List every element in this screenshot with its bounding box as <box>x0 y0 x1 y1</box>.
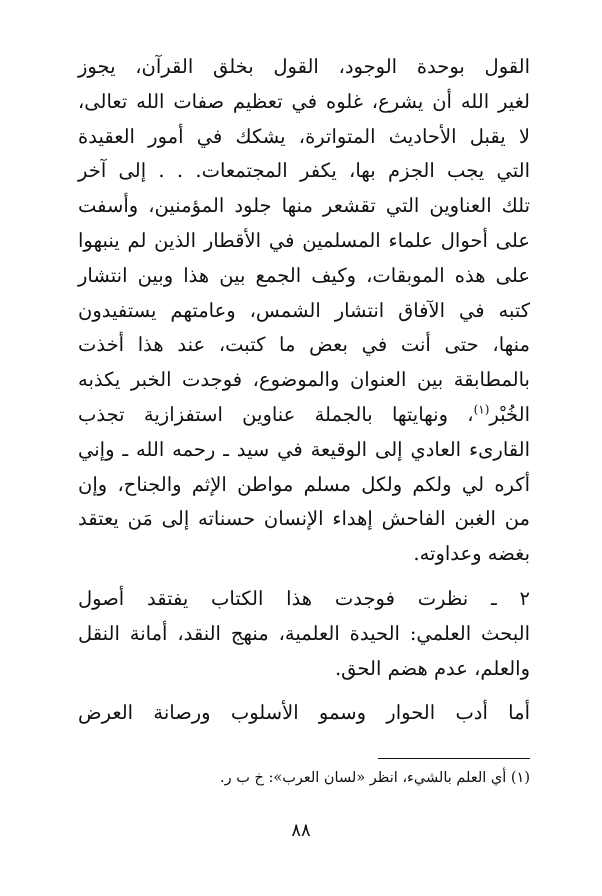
text-line-with-footnote <box>78 398 530 433</box>
text-line: بغضه وعداوته. <box>413 542 530 566</box>
text-line: منها، حتى أنت في بعض ما كتبت، عند هذا أخذت <box>78 333 530 357</box>
text-line: بالمطابقة بين العنوان والموضوع، فوجدت الخبر يكذبه <box>78 368 530 392</box>
text-line: كتبه في الآفاق انتشار الشمس، وعامتهم يستفيدون <box>78 298 530 322</box>
paragraph-2 <box>78 582 530 686</box>
text-line: من الغبن الفاحش إهداء الإنسان حسناته إلى مَن يعتقد <box>78 507 530 531</box>
text-line: لا يقبل الأحاديث المتواترة، يشكك في أمور العقيدة <box>78 124 530 148</box>
footnote-divider <box>378 758 530 759</box>
text-line: البحث العلمي: الحيدة العلمية، منهج النقد، أمانة النقل <box>78 621 530 645</box>
text-fragment: ، ونهايتها بالجملة عناوين استفزازية تجذب <box>78 402 474 426</box>
footnote: (١) أي العلم بالشيء، انظر «لسان العرب»: خ ب ر. <box>220 770 530 786</box>
paragraph-3 <box>78 696 530 731</box>
text-line: القول بوحدة الوجود، القول بخلق القرآن، يجوز <box>78 55 530 78</box>
text-fragment: الخُبْر <box>489 402 530 426</box>
text-line: التي يجب الجزم بها، يكفر المجتمعات. . . إلى آخر <box>78 159 530 183</box>
text-line: على أحوال علماء المسلمين في الأقطار الذين لم ينبهوا <box>78 228 530 252</box>
text-line: لغير الله أن يشرع، غلوه في تعظيم صفات الله تعالى، <box>78 89 530 113</box>
text-line: ٢ ـ نظرت فوجدت هذا الكتاب يفتقد أصول <box>78 586 530 610</box>
text-line: على هذه الموبقات، وكيف الجمع بين هذا وبين انتشار <box>78 263 530 287</box>
text-line: والعلم، عدم هضم الحق. <box>334 656 530 680</box>
paragraph-1 <box>78 50 530 572</box>
footnote-reference[interactable]: (١) <box>473 402 490 417</box>
page-body <box>78 50 530 731</box>
text-line: تلك العناوين التي تقشعر منها جلود المؤمنين، وأسفت <box>78 194 530 218</box>
text-line: القارىء العادي إلى الوقيعة في سيد ـ رحمه الله ـ وإني <box>78 437 530 461</box>
page-number: ٨٨ <box>291 820 311 841</box>
text-line: أما أدب الحوار وسمو الأسلوب ورصانة العرض <box>78 701 530 725</box>
text-line: أكره لي ولكم ولكل مسلم مواطن الإثم والجناح، وإن <box>78 472 530 496</box>
